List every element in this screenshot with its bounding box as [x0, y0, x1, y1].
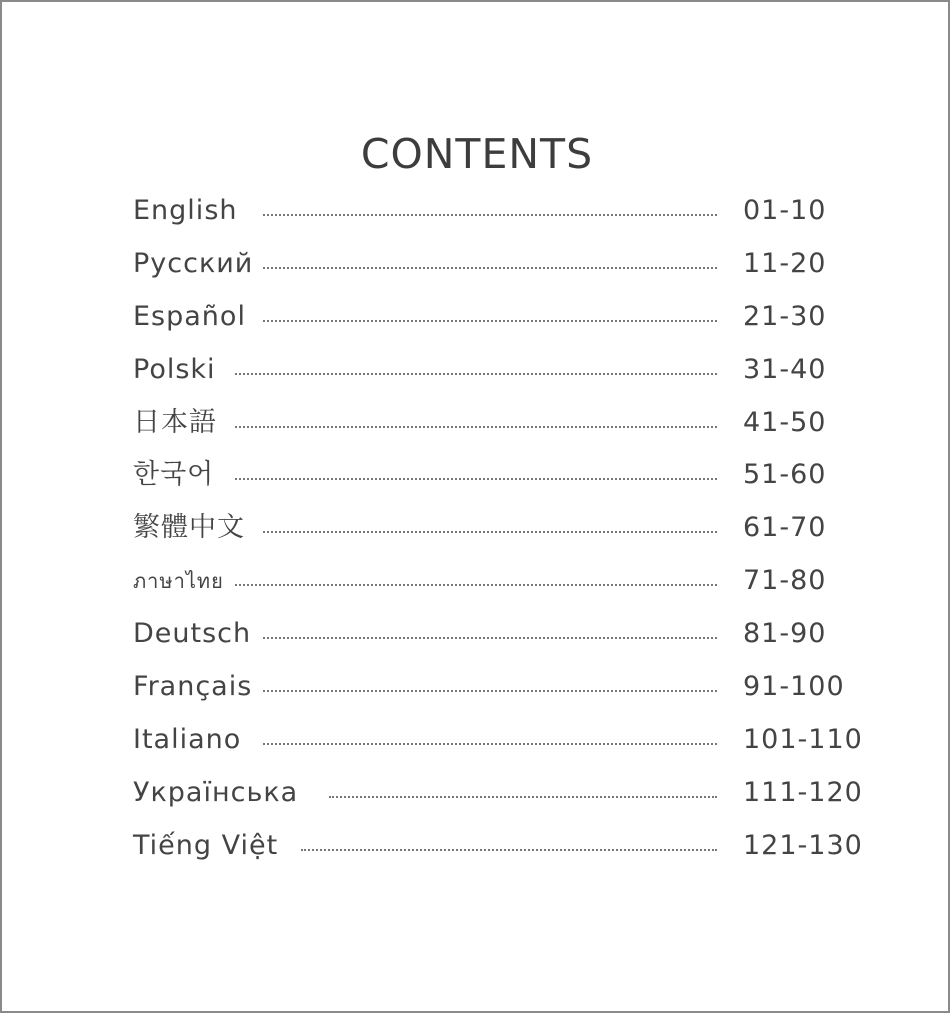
toc-entry-french[interactable]	[133, 661, 893, 714]
toc-entry-english[interactable]	[133, 185, 893, 238]
dot-leader	[263, 690, 717, 692]
toc-entry-german[interactable]	[133, 608, 893, 661]
toc-entry-spanish[interactable]	[133, 291, 893, 344]
toc-entry-russian[interactable]	[133, 238, 893, 291]
dot-leader	[263, 637, 717, 639]
page-range: 111-120	[743, 776, 863, 808]
language-name: Español	[133, 300, 246, 332]
dot-leader	[263, 214, 717, 216]
dot-leader	[263, 320, 717, 322]
toc-entry-traditional-chinese[interactable]	[133, 502, 893, 555]
language-name: Italiano	[133, 723, 242, 755]
dot-leader	[263, 267, 717, 269]
dot-leader	[263, 743, 717, 745]
page-range: 61-70	[743, 512, 827, 544]
table-of-contents	[133, 185, 893, 873]
page-range: 91-100	[743, 671, 845, 703]
page-range: 11-20	[743, 247, 827, 279]
page-range: 81-90	[743, 618, 827, 650]
language-name: Українська	[133, 776, 299, 808]
page-range: 01-10	[743, 195, 827, 226]
toc-entry-vietnamese[interactable]	[133, 820, 893, 873]
page-range: 21-30	[743, 300, 827, 332]
dot-leader	[235, 478, 717, 480]
page-range: 121-130	[743, 829, 863, 861]
language-name: Tiếng Việt	[133, 829, 279, 861]
toc-entry-korean[interactable]	[133, 449, 893, 502]
language-name: 日本語	[133, 406, 217, 438]
language-name: Deutsch	[133, 618, 252, 650]
dot-leader	[329, 796, 717, 798]
dot-leader	[235, 426, 717, 428]
language-name: Русский	[133, 247, 254, 279]
page-range: 51-60	[743, 459, 827, 491]
language-name: Français	[133, 671, 253, 703]
toc-entry-italian[interactable]	[133, 714, 893, 767]
page-range: 71-80	[743, 565, 827, 597]
language-name: Polski	[133, 353, 216, 385]
page-title: CONTENTS	[360, 130, 594, 178]
page-range: 101-110	[743, 723, 863, 755]
page-range: 41-50	[743, 406, 827, 438]
page-range: 31-40	[743, 353, 827, 385]
language-name: 한국어	[133, 459, 215, 491]
dot-leader	[235, 373, 717, 375]
toc-entry-japanese[interactable]	[133, 397, 893, 450]
language-name: 繁體中文	[133, 512, 245, 544]
dot-leader	[235, 584, 717, 586]
toc-entry-ukrainian[interactable]	[133, 767, 893, 820]
toc-entry-polish[interactable]	[133, 344, 893, 397]
toc-entry-thai[interactable]	[133, 555, 893, 608]
dot-leader	[263, 531, 717, 533]
language-name: English	[133, 195, 238, 226]
dot-leader	[301, 849, 717, 851]
language-name: ภาษาไทย	[133, 569, 224, 594]
